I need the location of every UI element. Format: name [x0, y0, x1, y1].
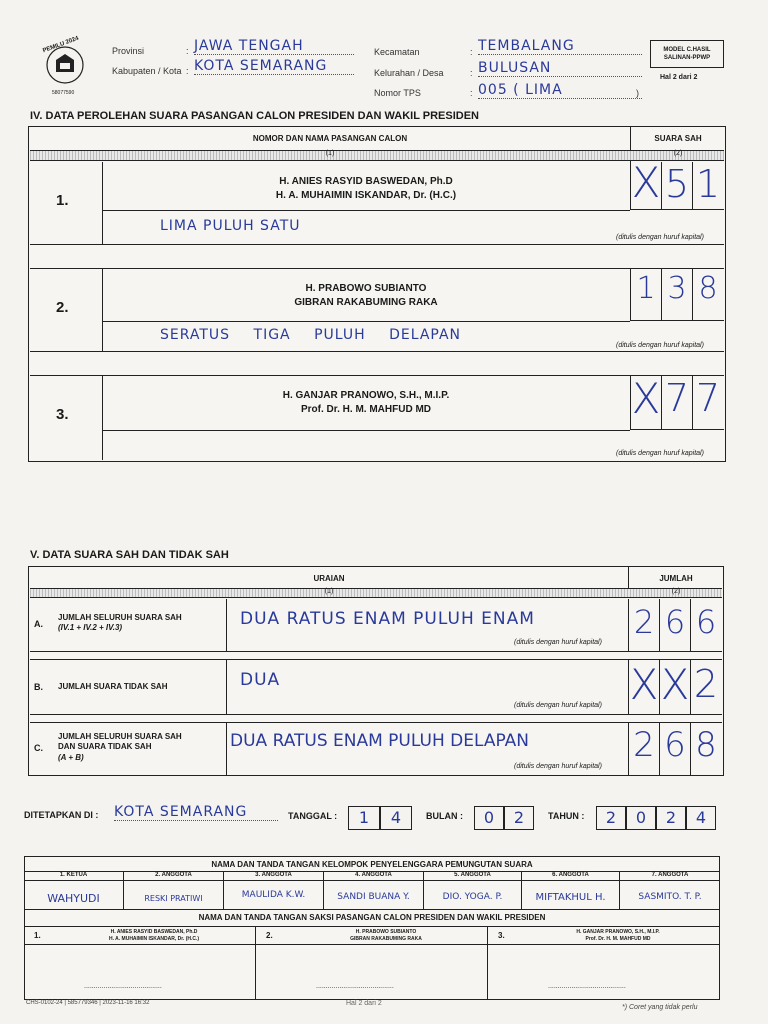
candidate-row	[30, 269, 724, 351]
digit-hundreds: X	[631, 158, 661, 207]
tps-label: Nomor TPS	[374, 88, 421, 98]
saksi-cell	[24, 927, 256, 999]
row-label1: JUMLAH SUARA TIDAK SAH	[58, 682, 168, 691]
ditetapkan-label: DITETAPKAN DI :	[24, 810, 99, 820]
model-line1: MODEL C.HASIL	[663, 47, 711, 53]
saksi-cell	[256, 927, 488, 999]
ditetapkan-place: KOTA SEMARANG	[114, 804, 278, 821]
bulan-label: BULAN :	[426, 811, 463, 821]
row-label1: JUMLAH SELURUH SUARA SAH	[58, 732, 182, 741]
tahun-digit-4: 4	[686, 806, 716, 830]
s5-col1-header: URAIAN	[313, 574, 345, 583]
provinsi-label: Provinsi	[112, 46, 145, 56]
kpps-role: 3. ANGGOTA	[255, 872, 292, 878]
kpps-cell	[424, 871, 522, 909]
words-note: (ditulis dengan huruf kapital)	[616, 450, 704, 457]
saksi-line2: H. A. MUHAIMIN ISKANDAR, Dr. (H.C.)	[108, 936, 200, 942]
saksi-cell	[488, 927, 720, 999]
candidate-number: 1.	[56, 192, 69, 209]
kpps-cell	[24, 871, 124, 909]
provinsi-value: JAWA TENGAH	[194, 38, 354, 55]
kecamatan-value: TEMBALANG	[478, 38, 642, 55]
tps-close: )	[636, 88, 639, 98]
footer-code: CHS-0102-24 | 585779346 | 2023-11-16 16:32	[26, 1000, 150, 1006]
kpps-roles-row	[24, 871, 720, 909]
kpps-name: RESKI PRATIWI	[144, 894, 203, 903]
kpps-role: 5. ANGGOTA	[454, 872, 491, 878]
footer-page: Hal 2 dari 2	[346, 1000, 382, 1007]
kpps-role: 2. ANGGOTA	[155, 872, 192, 878]
kpps-role: 1. KETUA	[59, 872, 88, 878]
bulan-digit-2: 2	[504, 806, 534, 830]
summary-row-b	[30, 660, 722, 714]
row-note: (ditulis dengan huruf kapital)	[514, 639, 602, 646]
saksi-num: 1.	[34, 931, 41, 940]
summary-row-c	[30, 723, 722, 775]
kpps-name: SANDI BUANA Y.	[337, 892, 410, 902]
bulan-digit-1: 0	[474, 806, 504, 830]
model-box	[650, 40, 724, 68]
digit-ones: 7	[695, 376, 721, 420]
kabupaten-label: Kabupaten / Kota	[112, 66, 182, 76]
row-label3: (A + B)	[58, 753, 84, 762]
tahun-digit-3: 2	[656, 806, 686, 830]
total-digit-tens: 6	[664, 725, 686, 765]
kpps-role: 6. ANGGOTA	[552, 872, 589, 878]
total-digit-tens: X	[660, 660, 690, 709]
row-letter: B.	[34, 682, 43, 692]
saksi-num: 2.	[266, 931, 273, 940]
kpps-cell	[224, 871, 324, 909]
row-words: DUA RATUS ENAM PULUH ENAM	[240, 609, 535, 629]
s4-col2-num: (2)	[673, 150, 683, 157]
digit-hundreds: 1	[636, 271, 656, 306]
saksi-line1: H. GANJAR PRANOWO, S.H., M.I.P.	[576, 929, 660, 935]
saksi-num: 3.	[498, 931, 505, 940]
digit-tens: 3	[667, 271, 687, 306]
saksi-dots: ........................................	[316, 983, 394, 990]
candidate-name1: H. ANIES RASYID BASWEDAN, Ph.D	[279, 176, 453, 187]
digit-hundreds: X	[631, 374, 661, 423]
s5-col2-num: (2)	[671, 588, 681, 595]
candidate-name1: H. GANJAR PRANOWO, S.H., M.I.P.	[282, 390, 450, 401]
tanggal-digit-1: 1	[348, 806, 380, 830]
total-digit-ones: 6	[695, 603, 717, 641]
kpps-cell	[620, 871, 720, 909]
saksi-row	[24, 927, 720, 999]
row-words: DUA	[240, 670, 281, 690]
digit-tens: 7	[664, 376, 690, 420]
section4-title: IV. DATA PEROLEHAN SUARA PASANGAN CALON PRESIDEN DAN WAKIL PRESIDEN	[30, 110, 480, 122]
total-digit-hundreds: X	[629, 660, 659, 709]
kpps-role: 7. ANGGOTA	[651, 872, 689, 878]
kelurahan-label: Kelurahan / Desa	[374, 68, 444, 78]
logo-sub: 58077590	[52, 90, 75, 96]
saksi-line1: H. PRABOWO SUBIANTO	[355, 929, 417, 935]
kpps-cell	[522, 871, 620, 909]
s5-col1-num: (1)	[324, 588, 334, 595]
footer-note: *) Coret yang tidak perlu	[622, 1004, 698, 1011]
row-label2: (IV.1 + IV.2 + IV.3)	[58, 623, 123, 632]
saksi-dots: ........................................	[84, 983, 162, 990]
total-digit-hundreds: 2	[633, 603, 655, 641]
candidate-row	[30, 158, 724, 244]
tanggal-digit-2: 4	[380, 806, 412, 830]
saksi-line2: GIBRAN RAKABUMING RAKA	[350, 936, 422, 942]
kpps-cell	[324, 871, 424, 909]
section5-title: V. DATA SUARA SAH DAN TIDAK SAH	[30, 549, 229, 561]
model-line2: SALINAN-PPWP	[663, 55, 711, 61]
page-number: Hal 2 dari 2	[660, 74, 698, 81]
kpps-name: WAHYUDI	[47, 892, 100, 905]
logo-text: PEMILU 2024	[42, 35, 80, 55]
row-label2: DAN SUARA TIDAK SAH	[58, 742, 152, 751]
saksi-title: NAMA DAN TANDA TANGAN SAKSI PASANGAN CALON PRESIDEN DAN WAKIL PRESIDEN	[198, 913, 546, 922]
candidate-number: 2.	[56, 299, 69, 316]
digit-ones: 8	[698, 271, 718, 306]
row-letter: C.	[34, 743, 43, 753]
kpps-name: DIO. YOGA. P.	[442, 892, 503, 902]
candidate-row	[30, 376, 724, 460]
candidate-name2: GIBRAN RAKABUMING RAKA	[294, 297, 438, 308]
tanggal-label: TANGGAL :	[288, 811, 338, 821]
s4-col1-header: NOMOR DAN NAMA PASANGAN CALON	[252, 134, 408, 143]
saksi-line2: Prof. Dr. H. M. MAHFUD MD	[585, 936, 651, 942]
total-digit-ones: 2	[693, 662, 719, 706]
tahun-digit-2: 0	[626, 806, 656, 830]
saksi-dots: ........................................	[548, 983, 626, 990]
digit-ones: 1	[695, 162, 721, 206]
row-note: (ditulis dengan huruf kapital)	[514, 763, 602, 770]
tps-value: 005 ( LIMA	[478, 82, 642, 99]
s5-col2-header: JUMLAH	[659, 574, 693, 583]
tahun-digit-1: 2	[596, 806, 626, 830]
row-label1: JUMLAH SELURUH SUARA SAH	[58, 613, 182, 622]
kpps-title: NAMA DAN TANDA TANGAN KELOMPOK PENYELENGGARA PEMUNGUTAN SUARA	[211, 860, 533, 869]
total-digit-ones: 8	[695, 725, 717, 765]
s4-col2-header: SUARA SAH	[654, 134, 702, 143]
summary-row-a	[30, 599, 722, 651]
total-digit-tens: 6	[664, 603, 686, 641]
row-letter: A.	[34, 619, 43, 629]
kecamatan-label: Kecamatan	[374, 47, 420, 57]
candidate-words: SERATUS TIGA PULUH DELAPAN	[160, 327, 462, 343]
saksi-line1: H. ANIES RASYID BASWEDAN, Ph.D	[110, 929, 198, 935]
candidate-words: LIMA PULUH SATU	[160, 218, 301, 234]
row-words: DUA RATUS ENAM PULUH DELAPAN	[230, 731, 529, 751]
words-note: (ditulis dengan huruf kapital)	[616, 342, 704, 349]
digit-tens: 5	[664, 162, 690, 206]
words-note: (ditulis dengan huruf kapital)	[616, 234, 704, 241]
kpps-name: MAULIDA K.W.	[241, 890, 306, 900]
tahun-label: TAHUN :	[548, 811, 585, 821]
kpps-cell	[124, 871, 224, 909]
kabupaten-value: KOTA SEMARANG	[194, 58, 354, 75]
kelurahan-value: BULUSAN	[478, 60, 642, 77]
kpps-name: MIFTAKHUL H.	[535, 892, 606, 903]
candidate-number: 3.	[56, 406, 69, 423]
candidate-name1: H. PRABOWO SUBIANTO	[305, 283, 427, 294]
s4-col1-num: (1)	[325, 150, 335, 157]
kpps-name: SASMITO. T. P.	[638, 892, 702, 902]
row-note: (ditulis dengan huruf kapital)	[514, 702, 602, 709]
total-digit-hundreds: 2	[633, 725, 655, 765]
kpps-role: 4. ANGGOTA	[355, 872, 392, 878]
candidate-name2: Prof. Dr. H. M. MAHFUD MD	[301, 404, 431, 415]
candidate-name2: H. A. MUHAIMIN ISKANDAR, Dr. (H.C.)	[275, 190, 457, 201]
